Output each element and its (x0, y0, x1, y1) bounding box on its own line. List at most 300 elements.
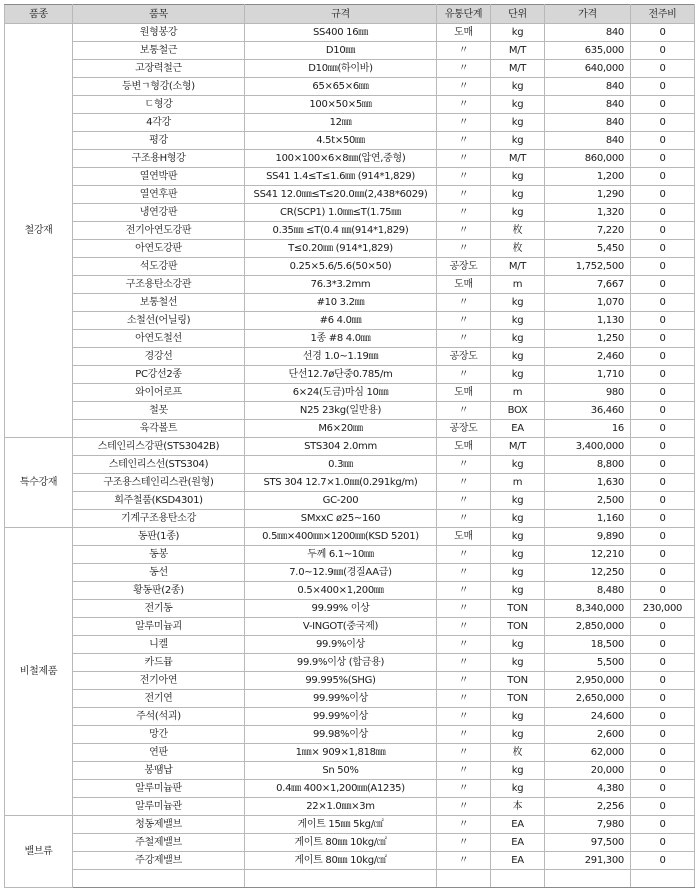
table-row (5, 546, 695, 564)
change-cell: 0 (631, 132, 695, 150)
table-row (5, 528, 695, 546)
unit-cell: M/T (491, 258, 545, 276)
unit-cell: kg (491, 348, 545, 366)
table-row (5, 348, 695, 366)
spec-cell: 12㎜ (245, 114, 437, 132)
item-cell: 열연후판 (73, 186, 245, 204)
unit-cell: kg (491, 132, 545, 150)
unit-cell: kg (491, 78, 545, 96)
stage-cell: 〃 (437, 222, 491, 240)
change-cell: 0 (631, 852, 695, 870)
spec-cell: 0.25×5.6/5.6(50×50) (245, 258, 437, 276)
price-cell: 2,850,000 (545, 618, 631, 636)
item-cell: 스테인리스강판(STS3042B) (73, 438, 245, 456)
price-cell: 2,256 (545, 798, 631, 816)
price-cell: 2,650,000 (545, 690, 631, 708)
item-cell: 전기아연 (73, 672, 245, 690)
item-cell: 와이어로프 (73, 384, 245, 402)
category-cell: 특수강재 (5, 438, 73, 528)
unit-cell: kg (491, 780, 545, 798)
price-cell: 7,667 (545, 276, 631, 294)
table-row (5, 78, 695, 96)
table-row (5, 438, 695, 456)
price-cell: 640,000 (545, 60, 631, 78)
item-cell: 경강선 (73, 348, 245, 366)
table-row (5, 330, 695, 348)
item-cell: 구조용스테인리스관(원형) (73, 474, 245, 492)
unit-cell: m (491, 276, 545, 294)
unit-cell: kg (491, 546, 545, 564)
table-row (5, 96, 695, 114)
unit-cell: BOX (491, 402, 545, 420)
table-row (5, 762, 695, 780)
stage-cell: 〃 (437, 42, 491, 60)
change-cell: 230,000 (631, 600, 695, 618)
price-cell: 980 (545, 384, 631, 402)
table-row (5, 186, 695, 204)
change-cell: 0 (631, 258, 695, 276)
stage-cell: 〃 (437, 492, 491, 510)
price-cell: 2,460 (545, 348, 631, 366)
price-cell: 5,450 (545, 240, 631, 258)
change-cell: 0 (631, 348, 695, 366)
category-cell: 밸브류 (5, 816, 73, 888)
item-cell: 니켈 (73, 636, 245, 654)
stage-cell: 〃 (437, 150, 491, 168)
header-item: 품목 (73, 5, 245, 24)
unit-cell: kg (491, 492, 545, 510)
change-cell: 0 (631, 438, 695, 456)
spec-cell: D10㎜(하이바) (245, 60, 437, 78)
price-cell: 3,400,000 (545, 438, 631, 456)
change-cell: 0 (631, 114, 695, 132)
header-unit: 단위 (491, 5, 545, 24)
unit-cell: kg (491, 96, 545, 114)
item-cell: 연판 (73, 744, 245, 762)
unit-cell: kg (491, 114, 545, 132)
table-row (5, 402, 695, 420)
price-cell: 1,200 (545, 168, 631, 186)
price-cell: 840 (545, 96, 631, 114)
stage-cell: 〃 (437, 96, 491, 114)
table-row (5, 690, 695, 708)
change-cell: 0 (631, 456, 695, 474)
spec-cell: N25 23kg(일반용) (245, 402, 437, 420)
price-cell: 1,290 (545, 186, 631, 204)
header-weekly-change: 전주비 (631, 5, 695, 24)
stage-cell: 〃 (437, 654, 491, 672)
spec-cell: 게이트 15㎜ 5kg/㎠ (245, 816, 437, 834)
change-cell: 0 (631, 24, 695, 42)
stage-cell: 〃 (437, 708, 491, 726)
spec-cell: 99.99%이상 (245, 690, 437, 708)
item-cell: 동선 (73, 564, 245, 582)
header-row (5, 5, 695, 24)
stage-cell: 〃 (437, 402, 491, 420)
spec-cell: T≤0.20㎜ (914*1,829) (245, 240, 437, 258)
stage-cell: 〃 (437, 240, 491, 258)
stage-cell: 〃 (437, 762, 491, 780)
spec-cell: 단선12.7ø단중0.785/m (245, 366, 437, 384)
unit-cell: kg (491, 564, 545, 582)
item-cell: 평강 (73, 132, 245, 150)
stage-cell: 〃 (437, 168, 491, 186)
change-cell: 0 (631, 762, 695, 780)
table-row (5, 276, 695, 294)
item-cell: 알루미늄괴 (73, 618, 245, 636)
table-row (5, 114, 695, 132)
unit-cell: 枚 (491, 744, 545, 762)
table-row (5, 366, 695, 384)
change-cell: 0 (631, 474, 695, 492)
item-cell: 구조용H형강 (73, 150, 245, 168)
spec-cell: #10 3.2㎜ (245, 294, 437, 312)
item-cell: 냉연강판 (73, 204, 245, 222)
unit-cell: kg (491, 726, 545, 744)
header-spec: 규격 (245, 5, 437, 24)
item-cell: 주강제밸브 (73, 852, 245, 870)
table-row (5, 600, 695, 618)
stage-cell: 〃 (437, 114, 491, 132)
item-cell: 고장력철근 (73, 60, 245, 78)
stage-cell: 공장도 (437, 420, 491, 438)
change-cell: 0 (631, 780, 695, 798)
table-row (5, 870, 695, 888)
item-cell: 알루미늄판 (73, 780, 245, 798)
item-cell: 석도강판 (73, 258, 245, 276)
price-cell: 1,320 (545, 204, 631, 222)
stage-cell: 〃 (437, 600, 491, 618)
item-cell: 보통철근 (73, 42, 245, 60)
spec-cell: CR(SCP1) 1.0㎜≤T(1.75㎜ (245, 204, 437, 222)
unit-cell: M/T (491, 150, 545, 168)
price-cell: 18,500 (545, 636, 631, 654)
item-cell: 철못 (73, 402, 245, 420)
stage-cell: 〃 (437, 546, 491, 564)
spec-cell: 99.995%(SHG) (245, 672, 437, 690)
stage-cell: 〃 (437, 726, 491, 744)
price-cell: 840 (545, 132, 631, 150)
unit-cell: TON (491, 618, 545, 636)
item-cell: 주석(석괴) (73, 708, 245, 726)
price-cell: 97,500 (545, 834, 631, 852)
spec-cell: 7.0~12.9㎜(경질AA급) (245, 564, 437, 582)
change-cell: 0 (631, 204, 695, 222)
item-cell: 청동제밸브 (73, 816, 245, 834)
table-row (5, 474, 695, 492)
table-row (5, 672, 695, 690)
unit-cell: kg (491, 456, 545, 474)
stage-cell: 〃 (437, 672, 491, 690)
table-row (5, 492, 695, 510)
unit-cell: kg (491, 654, 545, 672)
change-cell: 0 (631, 726, 695, 744)
stage-cell: 공장도 (437, 258, 491, 276)
change-cell (631, 870, 695, 888)
stage-cell: 〃 (437, 78, 491, 96)
change-cell: 0 (631, 42, 695, 60)
price-cell: 16 (545, 420, 631, 438)
stage-cell: 〃 (437, 816, 491, 834)
stage-cell: 도매 (437, 24, 491, 42)
stage-cell: 〃 (437, 132, 491, 150)
spec-cell: 99.9%이상 (245, 636, 437, 654)
change-cell: 0 (631, 834, 695, 852)
table-row (5, 24, 695, 42)
change-cell: 0 (631, 420, 695, 438)
item-cell: 원형봉강 (73, 24, 245, 42)
change-cell: 0 (631, 798, 695, 816)
item-cell: 기계구조용탄소강 (73, 510, 245, 528)
table-row (5, 420, 695, 438)
stage-cell: 〃 (437, 204, 491, 222)
table-row (5, 384, 695, 402)
price-table-container (4, 4, 694, 888)
change-cell: 0 (631, 222, 695, 240)
spec-cell: 4.5t×50㎜ (245, 132, 437, 150)
price-cell: 635,000 (545, 42, 631, 60)
unit-cell: kg (491, 510, 545, 528)
price-cell: 8,480 (545, 582, 631, 600)
unit-cell: TON (491, 600, 545, 618)
price-cell: 1,130 (545, 312, 631, 330)
stage-cell: 〃 (437, 852, 491, 870)
change-cell: 0 (631, 744, 695, 762)
spec-cell: 게이트 80㎜ 10kg/㎠ (245, 834, 437, 852)
unit-cell: EA (491, 852, 545, 870)
table-row (5, 204, 695, 222)
unit-cell: kg (491, 168, 545, 186)
unit-cell: EA (491, 816, 545, 834)
spec-cell: V-INGOT(중국제) (245, 618, 437, 636)
unit-cell: m (491, 474, 545, 492)
spec-cell: 6×24(도금)마심 10㎜ (245, 384, 437, 402)
change-cell: 0 (631, 312, 695, 330)
item-cell: 4각강 (73, 114, 245, 132)
change-cell: 0 (631, 582, 695, 600)
stage-cell: 〃 (437, 582, 491, 600)
stage-cell: 〃 (437, 564, 491, 582)
change-cell: 0 (631, 402, 695, 420)
price-cell: 2,600 (545, 726, 631, 744)
spec-cell: SMxxC ø25~160 (245, 510, 437, 528)
spec-cell: 선경 1.0~1.19㎜ (245, 348, 437, 366)
stage-cell: 도매 (437, 276, 491, 294)
change-cell: 0 (631, 618, 695, 636)
table-row (5, 708, 695, 726)
spec-cell: 100×50×5㎜ (245, 96, 437, 114)
table-row (5, 258, 695, 276)
change-cell: 0 (631, 528, 695, 546)
item-cell: 구조용탄소강관 (73, 276, 245, 294)
stage-cell: 〃 (437, 798, 491, 816)
spec-cell: 0.3㎜ (245, 456, 437, 474)
unit-cell: kg (491, 762, 545, 780)
spec-cell: 76.3*3.2mm (245, 276, 437, 294)
stage-cell: 공장도 (437, 348, 491, 366)
item-cell: 회주철품(KSD4301) (73, 492, 245, 510)
price-cell: 5,500 (545, 654, 631, 672)
unit-cell: M/T (491, 60, 545, 78)
unit-cell: kg (491, 366, 545, 384)
unit-cell: 枚 (491, 240, 545, 258)
price-cell: 1,070 (545, 294, 631, 312)
change-cell: 0 (631, 150, 695, 168)
table-row (5, 744, 695, 762)
item-cell: 아연도철선 (73, 330, 245, 348)
unit-cell: kg (491, 204, 545, 222)
stage-cell: 〃 (437, 690, 491, 708)
spec-cell: STS 304 12.7×1.0㎜(0.291kg/m) (245, 474, 437, 492)
table-row (5, 294, 695, 312)
unit-cell: TON (491, 690, 545, 708)
change-cell: 0 (631, 546, 695, 564)
item-cell: 카드뮴 (73, 654, 245, 672)
table-row (5, 456, 695, 474)
change-cell: 0 (631, 330, 695, 348)
change-cell: 0 (631, 366, 695, 384)
item-cell: 열연박판 (73, 168, 245, 186)
stage-cell (437, 870, 491, 888)
unit-cell: kg (491, 24, 545, 42)
table-row (5, 726, 695, 744)
item-cell: 보통철선 (73, 294, 245, 312)
unit-cell: kg (491, 312, 545, 330)
table-row (5, 168, 695, 186)
table-row (5, 816, 695, 834)
price-cell: 62,000 (545, 744, 631, 762)
item-cell: PC강선2종 (73, 366, 245, 384)
spec-cell: 99.98%이상 (245, 726, 437, 744)
unit-cell: kg (491, 294, 545, 312)
header-price: 가격 (545, 5, 631, 24)
unit-cell: kg (491, 636, 545, 654)
item-cell: 스테인리스선(STS304) (73, 456, 245, 474)
spec-cell: 0.5×400×1,200㎜ (245, 582, 437, 600)
item-cell: 동봉 (73, 546, 245, 564)
stage-cell: 〃 (437, 636, 491, 654)
spec-cell: SS400 16㎜ (245, 24, 437, 42)
item-cell: 등변ㄱ형강(소형) (73, 78, 245, 96)
table-row (5, 42, 695, 60)
change-cell: 0 (631, 492, 695, 510)
unit-cell: kg (491, 330, 545, 348)
stage-cell: 〃 (437, 456, 491, 474)
spec-cell: SS41 1.4≤T≤1.6㎜ (914*1,829) (245, 168, 437, 186)
unit-cell: kg (491, 582, 545, 600)
price-cell: 20,000 (545, 762, 631, 780)
price-cell: 12,210 (545, 546, 631, 564)
price-cell: 860,000 (545, 150, 631, 168)
spec-cell: 22×1.0㎜×3m (245, 798, 437, 816)
table-row (5, 582, 695, 600)
change-cell: 0 (631, 240, 695, 258)
spec-cell: 99.9%이상 (합금용) (245, 654, 437, 672)
unit-cell: EA (491, 834, 545, 852)
spec-cell: 0.4㎜ 400×1,200㎜(A1235) (245, 780, 437, 798)
change-cell: 0 (631, 168, 695, 186)
table-row (5, 312, 695, 330)
price-cell: 7,980 (545, 816, 631, 834)
spec-cell: #6 4.0㎜ (245, 312, 437, 330)
spec-cell: M6×20㎜ (245, 420, 437, 438)
spec-cell: GC-200 (245, 492, 437, 510)
price-cell: 7,220 (545, 222, 631, 240)
header-category: 품종 (5, 5, 73, 24)
stage-cell: 〃 (437, 60, 491, 78)
stage-cell: 〃 (437, 834, 491, 852)
price-cell: 840 (545, 114, 631, 132)
price-cell: 8,800 (545, 456, 631, 474)
unit-cell: kg (491, 528, 545, 546)
unit-cell: kg (491, 186, 545, 204)
table-row (5, 222, 695, 240)
stage-cell: 〃 (437, 312, 491, 330)
unit-cell: EA (491, 420, 545, 438)
unit-cell: m (491, 384, 545, 402)
item-cell (73, 870, 245, 888)
item-cell: 동판(1종) (73, 528, 245, 546)
table-body (5, 24, 695, 888)
spec-cell: 1㎜× 909×1,818㎜ (245, 744, 437, 762)
stage-cell: 〃 (437, 744, 491, 762)
spec-cell: 100×100×6×8㎜(압연,중형) (245, 150, 437, 168)
item-cell: 봉땜납 (73, 762, 245, 780)
price-cell: 9,890 (545, 528, 631, 546)
spec-cell: STS304 2.0mm (245, 438, 437, 456)
table-row (5, 852, 695, 870)
table-row (5, 834, 695, 852)
table-row (5, 798, 695, 816)
spec-cell: 99.99%이상 (245, 708, 437, 726)
change-cell: 0 (631, 384, 695, 402)
spec-cell: SS41 12.0㎜≤T≤20.0㎜(2,438*6029) (245, 186, 437, 204)
price-cell: 1,710 (545, 366, 631, 384)
change-cell: 0 (631, 816, 695, 834)
unit-cell: kg (491, 708, 545, 726)
unit-cell: TON (491, 672, 545, 690)
item-cell: 주철제밸브 (73, 834, 245, 852)
stage-cell: 도매 (437, 528, 491, 546)
table-row (5, 564, 695, 582)
spec-cell: 1종 #8 4.0㎜ (245, 330, 437, 348)
price-cell: 36,460 (545, 402, 631, 420)
table-row (5, 636, 695, 654)
stage-cell: 〃 (437, 186, 491, 204)
table-row (5, 654, 695, 672)
stage-cell: 도매 (437, 384, 491, 402)
price-cell: 24,600 (545, 708, 631, 726)
stage-cell: 〃 (437, 330, 491, 348)
table-row (5, 240, 695, 258)
unit-cell (491, 870, 545, 888)
change-cell: 0 (631, 78, 695, 96)
stage-cell: 도매 (437, 438, 491, 456)
change-cell: 0 (631, 186, 695, 204)
price-cell: 1,250 (545, 330, 631, 348)
price-table (4, 4, 695, 888)
item-cell: 전기동 (73, 600, 245, 618)
item-cell: 육각볼트 (73, 420, 245, 438)
change-cell: 0 (631, 564, 695, 582)
change-cell: 0 (631, 294, 695, 312)
change-cell: 0 (631, 690, 695, 708)
item-cell: 소철선(어닐링) (73, 312, 245, 330)
item-cell: ㄷ형강 (73, 96, 245, 114)
table-row (5, 510, 695, 528)
spec-cell: 65×65×6㎜ (245, 78, 437, 96)
price-cell (545, 870, 631, 888)
